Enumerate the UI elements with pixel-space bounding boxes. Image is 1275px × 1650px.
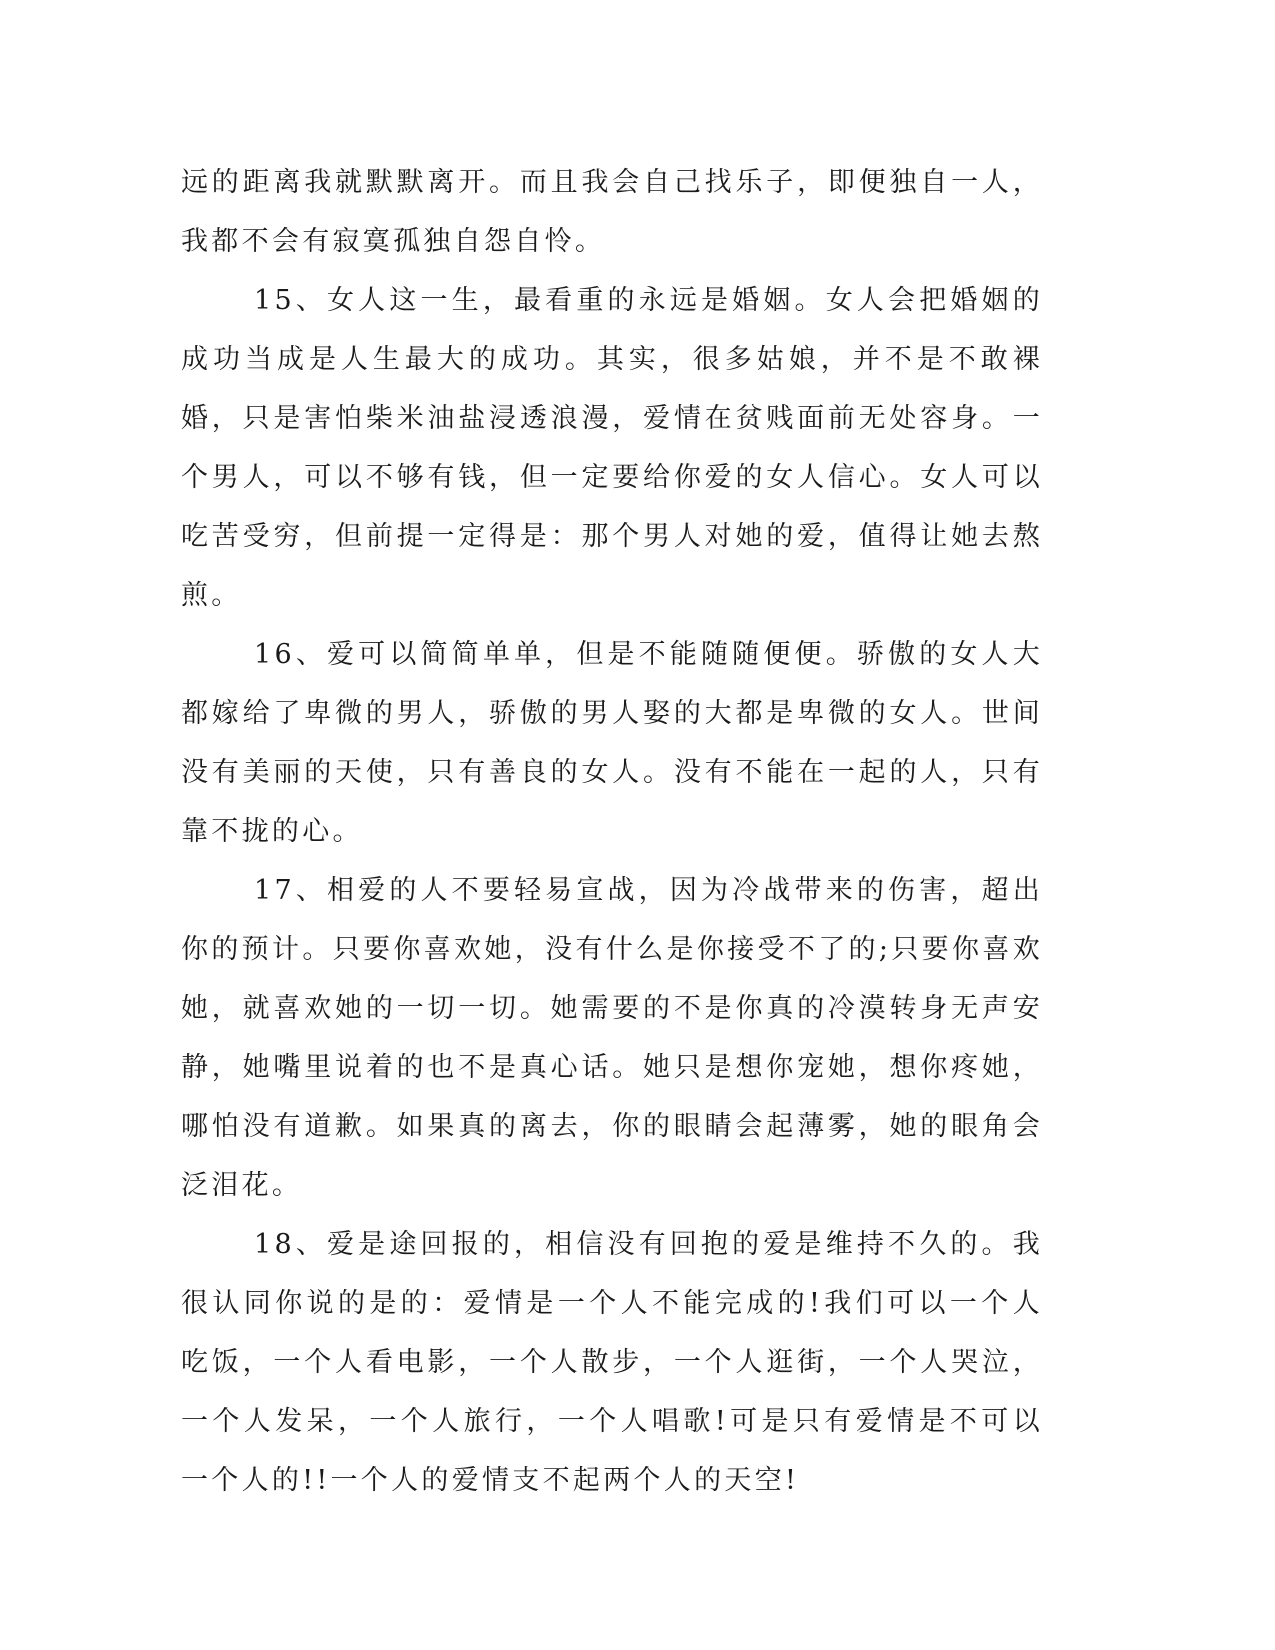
paragraph-continuation: 远的距离我就默默离开。而且我会自己找乐子，即便独自一人，我都不会有寂寞孤独自怨自怜。	[181, 167, 1043, 257]
paragraph-17: 17、相爱的人不要轻易宣战，因为冷战带来的伤害，超出你的预计。只要你喜欢她，没有什么是你接受不了的;只要你喜欢她，就喜欢她的一切一切。她需要的不是你真的冷漠转身无声安静，她嘴里说着的也不是真心话。她只是想你宠她，想你疼她，哪怕没有道歉。如果真的离去，你的眼睛会起薄雾，她的眼角会泛泪花。	[181, 875, 1043, 1201]
paragraph-16: 16、爱可以简简单单，但是不能随随便便。骄傲的女人大都嫁给了卑微的男人，骄傲的男人娶的大都是卑微的女人。世间没有美丽的天使，只有善良的女人。没有不能在一起的人，只有靠不拢的心。	[181, 639, 1043, 847]
paragraph-18: 18、爱是途回报的，相信没有回抱的爱是维持不久的。我很认同你说的是的：爱情是一个人不能完成的!我们可以一个人吃饭，一个人看电影，一个人散步，一个人逛街，一个人哭泣，一个人发呆，一个人旅行，一个人唱歌!可是只有爱情是不可以一个人的!!一个人的爱情支不起两个人的天空!	[181, 1229, 1043, 1496]
paragraph-15: 15、女人这一生，最看重的永远是婚姻。女人会把婚姻的成功当成是人生最大的成功。其实，很多姑娘，并不是不敢裸婚，只是害怕柴米油盐浸透浪漫，爱情在贫贱面前无处容身。一个男人，可以不够有钱，但一定要给你爱的女人信心。女人可以吃苦受穷，但前提一定得是：那个男人对她的爱，值得让她去熬煎。	[181, 285, 1043, 611]
document-page	[181, 153, 1043, 1510]
